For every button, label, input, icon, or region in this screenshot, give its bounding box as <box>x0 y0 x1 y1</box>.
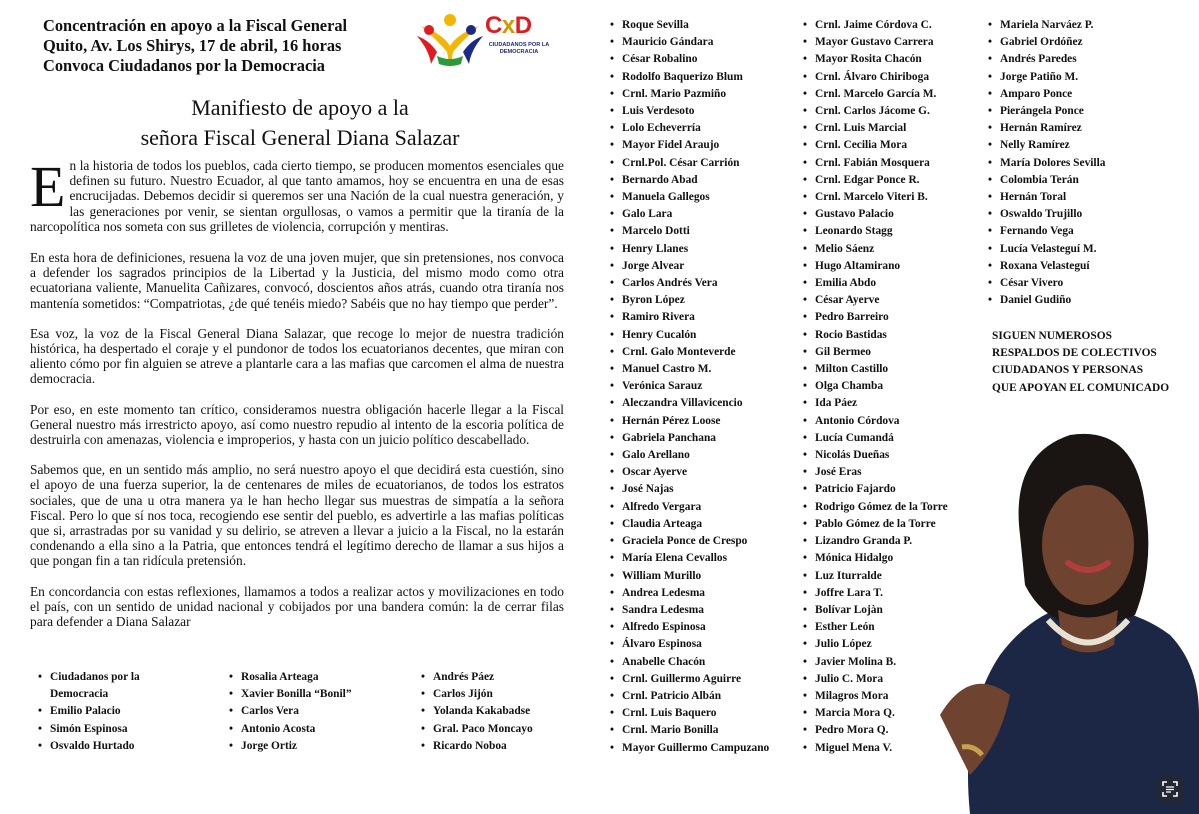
name-item: • Crnl. Guillermo Aguirre <box>610 671 769 688</box>
name-item: • Mayor Guillermo Campuzano <box>610 740 769 757</box>
paragraph-1-text: n la historia de todos los pueblos, cada cierto tiempo, se producen momentos esenciales que definen su futuro. Nuestro Ecuador, al que tanto amamos, hoy se encuentra en una de esas encrucijadas. Debemos decidir si queremos ser una Nación de la cual nuestra generación, y las generaciones por venir, se sientan orgullosas, o vamos a permitir que la tiranía de la narcopolítica nos someta con sus grilletes de violencia, corrupción y mentiras. <box>30 158 564 234</box>
name-item: • Crnl. Fabián Mosquera <box>803 155 948 172</box>
signature-item: • Ciudadanos por la <box>38 669 140 686</box>
signature-item: • Andrés Páez <box>421 669 533 686</box>
name-item: • Crnl. Mario Pazmiño <box>610 86 769 103</box>
name-item: • Crnl. Carlos Jácome G. <box>803 103 948 120</box>
name-item: • Manuela Gallegos <box>610 189 769 206</box>
name-item: • Crnl. Luis Baquero <box>610 705 769 722</box>
name-item: • César Vivero <box>988 275 1105 292</box>
name-item: • Rocio Bastidas <box>803 327 948 344</box>
manifesto-title <box>100 93 500 153</box>
name-item: • Luis Verdesoto <box>610 103 769 120</box>
portrait-photo <box>930 415 1199 814</box>
names-column-1 <box>610 17 769 757</box>
names-column-3 <box>988 17 1105 309</box>
name-item: • Javier Molina B. <box>803 654 948 671</box>
name-item: • Milton Castillo <box>803 361 948 378</box>
signature-item: • Osvaldo Hurtado <box>38 738 140 755</box>
name-item: • Andrea Ledesma <box>610 585 769 602</box>
name-item: • María Elena Cevallos <box>610 550 769 567</box>
name-item: • César Robalino <box>610 51 769 68</box>
name-item: • Lolo Echeverría <box>610 120 769 137</box>
name-item: • Aleczandra Villavicencio <box>610 395 769 412</box>
name-item: • Julio C. Mora <box>803 671 948 688</box>
name-item: • Oscar Ayerve <box>610 464 769 481</box>
note-line: RESPALDOS DE COLECTIVOS <box>992 347 1157 360</box>
name-item: • Mayor Rosita Chacón <box>803 51 948 68</box>
name-item: • Bernardo Abad <box>610 172 769 189</box>
name-item: • Andrés Paredes <box>988 51 1105 68</box>
name-item: • Hernán Ramírez <box>988 120 1105 137</box>
paragraph-2: En esta hora de definiciones, resuena la voz de una joven mujer, que sin pretensiones, nos convoca a defender los sagrados principios de la Libertad y la Justicia, del mismo modo como otra ecuatoriana valiente, Manuelita Cañizares, convocó, doscientos años atrás, cuando otra tiranía nos mantenía sometidos: “Compatriotas, ¿de qué tenéis miedo? Sabéis que no hay tiempo que perder”. <box>30 250 564 311</box>
scan-text-glyph <box>1156 775 1184 803</box>
name-item: • Crnl. Galo Monteverde <box>610 344 769 361</box>
signature-item: • Xavier Bonilla “Bonil” <box>229 686 352 703</box>
title-line-1: Manifiesto de apoyo a la <box>191 95 409 120</box>
name-item: • Gil Bermeo <box>803 344 948 361</box>
name-item: • José Eras <box>803 464 948 481</box>
name-item: • Pierángela Ponce <box>988 103 1105 120</box>
name-item: • Lucía Cumandá <box>803 430 948 447</box>
name-item: • Emilia Abdo <box>803 275 948 292</box>
name-item: • Álvaro Espinosa <box>610 636 769 653</box>
signatures-column-3 <box>421 669 533 755</box>
header-line-3: Convoca Ciudadanos por la Democracia <box>43 56 325 75</box>
manifesto-body <box>30 154 564 644</box>
people-logo-icon <box>415 12 485 68</box>
note-line: CIUDADANOS Y PERSONAS <box>992 364 1144 377</box>
name-item: • Crnl. Marcelo Viteri B. <box>803 189 948 206</box>
paragraph-1 <box>30 154 564 234</box>
name-item: • Ida Páez <box>803 395 948 412</box>
name-item: • Joffre Lara T. <box>803 585 948 602</box>
signature-item: • Yolanda Kakabadse <box>421 703 533 720</box>
signatures-column-2 <box>229 669 352 755</box>
name-item: • Mariela Narváez P. <box>988 17 1105 34</box>
name-item: • Roxana Velasteguí <box>988 258 1105 275</box>
name-item: • Graciela Ponce de Crespo <box>610 533 769 550</box>
name-item: • Ramiro Rivera <box>610 309 769 326</box>
scan-text-icon[interactable] <box>1156 775 1184 803</box>
name-item: • Gustavo Palacio <box>803 206 948 223</box>
name-item: • Pablo Gómez de la Torre <box>803 516 948 533</box>
signature-item: • Carlos Vera <box>229 703 352 720</box>
name-item: • Henry Cucalón <box>610 327 769 344</box>
name-item: • Mayor Fidel Araujo <box>610 137 769 154</box>
name-item: • Marcelo Dotti <box>610 223 769 240</box>
paragraph-6: En concordancia con estas reflexiones, llamamos a todos a realizar actos y movilizaciones en todo el país, con un sentido de unidad nacional y cobijados por una bandera común: la de cerrar filas para defender a Diana Salazar <box>30 583 564 630</box>
name-item: • Gabriela Panchana <box>610 430 769 447</box>
name-item: • Olga Chamba <box>803 378 948 395</box>
name-item: • María Dolores Sevilla <box>988 155 1105 172</box>
name-item: • Verónica Sarauz <box>610 378 769 395</box>
header-line-2: Quito, Av. Los Shirys, 17 de abril, 16 horas <box>43 36 342 55</box>
name-item: • Melio Sáenz <box>803 241 948 258</box>
name-item: • Galo Lara <box>610 206 769 223</box>
name-item: • Roque Sevilla <box>610 17 769 34</box>
name-item: • Amparo Ponce <box>988 86 1105 103</box>
name-item: • Crnl. Mario Bonilla <box>610 722 769 739</box>
more-support-note <box>992 328 1192 397</box>
name-item: • Alfredo Vergara <box>610 499 769 516</box>
name-item: • Jorge Patiño M. <box>988 69 1105 86</box>
name-item: • Colombia Terán <box>988 172 1105 189</box>
name-item: • Mauricio Gándara <box>610 34 769 51</box>
name-item: • Milagros Mora <box>803 688 948 705</box>
name-item: • Claudia Arteaga <box>610 516 769 533</box>
event-header <box>43 16 413 76</box>
logo-text <box>485 12 532 40</box>
name-item: • Patricio Fajardo <box>803 481 948 498</box>
name-item: • Crnl. Jaime Córdova C. <box>803 17 948 34</box>
name-item: • Lizandro Granda P. <box>803 533 948 550</box>
name-item: • Lucía Velasteguí M. <box>988 241 1105 258</box>
name-item: • Jorge Alvear <box>610 258 769 275</box>
signature-item: • Antonio Acosta <box>229 721 352 738</box>
name-item: • Fernando Vega <box>988 223 1105 240</box>
name-item: • Crnl.Pol. César Carrión <box>610 155 769 172</box>
cxd-logo <box>415 12 550 68</box>
signature-item: • Jorge Ortiz <box>229 738 352 755</box>
logo-x: x <box>501 12 515 39</box>
paragraph-3: Esa voz, la voz de la Fiscal General Diana Salazar, que recoge lo mejor de nuestra tradición histórica, ha despertado el coraje y el pundonor de todos los ecuatorianos decentes, que miran con aliento cómo por fin alguien se atreve a plantarle cara a las mafias que carcomen el alma de nuestra democracia. <box>30 325 564 387</box>
name-item: • Crnl. Álvaro Chiriboga <box>803 69 948 86</box>
name-item: • Leonardo Stagg <box>803 223 948 240</box>
signature-item: Democracia <box>50 688 109 701</box>
note-line: SIGUEN NUMEROSOS <box>992 330 1112 342</box>
name-item: • Bolívar Lojàn <box>803 602 948 619</box>
name-item: • Gabriel Ordóñez <box>988 34 1105 51</box>
name-item: • Mónica Hidalgo <box>803 550 948 567</box>
note-line: QUE APOYAN EL COMUNICADO <box>992 381 1170 394</box>
signature-item: • Ricardo Noboa <box>421 738 533 755</box>
name-item: • José Najas <box>610 481 769 498</box>
name-item: • Oswaldo Trujillo <box>988 206 1105 223</box>
signature-item: • Simón Espinosa <box>38 721 140 738</box>
name-item: • Manuel Castro M. <box>610 361 769 378</box>
name-item: • Rodolfo Baquerizo Blum <box>610 69 769 86</box>
drop-cap: E <box>30 154 66 219</box>
signature-item: • Rosalia Arteaga <box>229 669 352 686</box>
name-item: • Alfredo Espinosa <box>610 619 769 636</box>
name-item: • Sandra Ledesma <box>610 602 769 619</box>
name-item: • Crnl. Luis Marcial <box>803 120 948 137</box>
name-item: • Hugo Altamirano <box>803 258 948 275</box>
name-item: • Byron López <box>610 292 769 309</box>
name-item: • Crnl. Cecilia Mora <box>803 137 948 154</box>
signature-item: • Carlos Jijón <box>421 686 533 703</box>
paragraph-5: Sabemos que, en un sentido más amplio, no será nuestro apoyo el que decidirá esta cuestión, sino el apoyo de una fuerza superior, la de centenares de miles de ecuatorianos, de todos los estratos sociales, que de una u otra manera ya le han hecho llegar sus muestras de simpatía a la señora Fiscal. Pero lo que sí nos toca, recogiendo ese sentir del pueblo, es advertirle a las mafias políticas que si, arrastradas por su vanidad y su delirio, se atreven a llevar a juicio a la Fiscal, no la estarán condenando a ella sino a la Patria, que entonces tendrá el legítimo derecho de llamar a sus hijos a que pongan fin a tan ridícula pretensión. <box>30 462 564 569</box>
name-item: • Miguel Mena V. <box>803 740 948 757</box>
name-item: • Daniel Gudiño <box>988 292 1105 309</box>
name-item: • Antonio Córdova <box>803 413 948 430</box>
name-item: • Henry Llanes <box>610 241 769 258</box>
signature-item: • Gral. Paco Moncayo <box>421 721 533 738</box>
name-item: • Marcia Mora Q. <box>803 705 948 722</box>
name-item: • Pedro Mora Q. <box>803 722 948 739</box>
name-item: • César Ayerve <box>803 292 948 309</box>
header-line-1: Concentración en apoyo a la Fiscal General <box>43 16 348 35</box>
logo-d: D <box>514 12 532 39</box>
logo-c: C <box>485 12 502 39</box>
name-item: • Crnl. Marcelo García M. <box>803 86 948 103</box>
name-item: • Pedro Barreiro <box>803 309 948 326</box>
name-item: • William Murillo <box>610 568 769 585</box>
name-item: • Hernán Pérez Loose <box>610 413 769 430</box>
logo-subtitle: CIUDADANOS POR LA DEMOCRACIA <box>488 42 550 55</box>
name-item: • Mayor Gustavo Carrera <box>803 34 948 51</box>
name-item: • Rodrigo Gómez de la Torre <box>803 499 948 516</box>
name-item: • Anabelle Chacón <box>610 654 769 671</box>
signatures-column-1 <box>38 669 140 755</box>
name-item: • Carlos Andrés Vera <box>610 275 769 292</box>
name-item: • Crnl. Edgar Ponce R. <box>803 172 948 189</box>
name-item: • Nelly Ramírez <box>988 137 1105 154</box>
name-item: • Esther León <box>803 619 948 636</box>
name-item: • Julio López <box>803 636 948 653</box>
name-item: • Nicolás Dueñas <box>803 447 948 464</box>
name-item: • Luz Iturralde <box>803 568 948 585</box>
paragraph-4: Por eso, en este momento tan crítico, consideramos nuestra obligación hacerle llegar a la Fiscal General nuestro más irrestricto apoyo, así como nuestro repudio al intento de la escoria política de destruirla con amenazas, violencia e improperios, y hasta con un juicio político descabellado. <box>30 401 564 448</box>
names-column-2 <box>803 17 948 757</box>
title-line-2: señora Fiscal General Diana Salazar <box>140 125 460 150</box>
name-item: • Galo Arellano <box>610 447 769 464</box>
signature-item: • Emilio Palacio <box>38 703 140 720</box>
name-item: • Hernán Toral <box>988 189 1105 206</box>
name-item: • Crnl. Patricio Albán <box>610 688 769 705</box>
